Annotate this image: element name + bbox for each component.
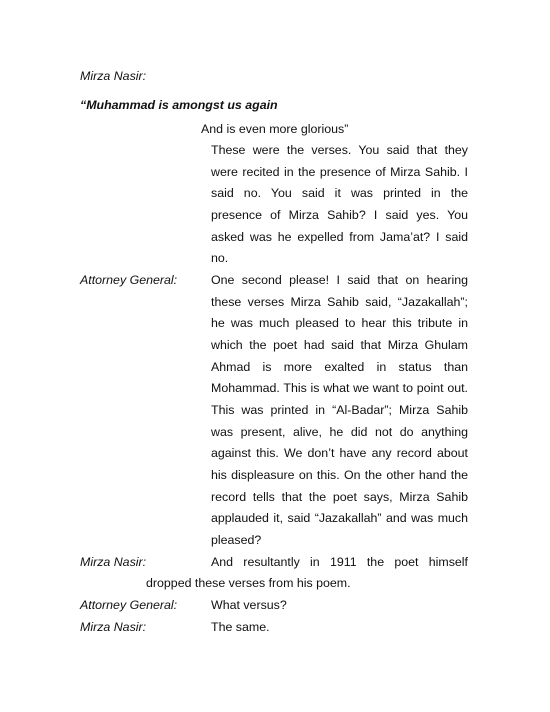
speaker-label: Attorney General:	[80, 273, 178, 287]
paragraph-line: This was printed in “Al-Badar”; Mirza Sahib	[211, 403, 468, 417]
quote-line: And is even more glorious”	[201, 122, 349, 136]
quote-line: “Muhammad is amongst us again	[80, 98, 278, 112]
paragraph-line: presence of Mirza Sahib? I said yes. You	[211, 208, 468, 222]
speaker-label: Attorney General:	[80, 598, 178, 612]
speaker-label: Mirza Nasir:	[80, 555, 147, 569]
paragraph-line: which the poet had said that Mirza Ghulam	[211, 338, 468, 352]
paragraph-line: no.	[211, 251, 229, 265]
paragraph-line: And resultantly in 1911 the poet himself	[211, 555, 468, 569]
paragraph-line: applauded it, said “Jazakallah” and was much	[211, 511, 468, 525]
paragraph-line: The same.	[211, 620, 270, 634]
speaker-label: Mirza Nasir:	[80, 620, 147, 634]
paragraph-line: Ahmad is more exalted in status than	[211, 360, 468, 374]
speaker-label: Mirza Nasir:	[80, 69, 147, 83]
paragraph-line: Mohammad. This is what we want to point out.	[211, 381, 468, 395]
paragraph-line: were recited in the presence of Mirza Sahib. I	[211, 165, 468, 179]
paragraph-line: was present, alive, he did not do anything	[211, 425, 468, 439]
paragraph-line: pleased?	[211, 533, 262, 547]
paragraph-line: these verses Mirza Sahib said, “Jazakallah”;	[211, 295, 468, 309]
paragraph-line: One second please! I said that on hearing	[211, 273, 468, 287]
paragraph-line: he was much pleased to hear this tribute in	[211, 316, 468, 330]
paragraph-line: record tells that the poet says, Mirza Sahib	[211, 490, 468, 504]
paragraph-line: What versus?	[211, 598, 287, 612]
paragraph-line: said no. You said it was printed in the	[211, 186, 468, 200]
paragraph-line: These were the verses. You said that they	[211, 143, 468, 157]
paragraph-line: against this. We don’t have any record about	[211, 446, 468, 460]
paragraph-line: his displeasure on this. On the other hand the	[211, 468, 468, 482]
paragraph-line: dropped these verses from his poem.	[146, 576, 351, 590]
paragraph-line: asked was he expelled from Jama’at? I said	[211, 230, 468, 244]
